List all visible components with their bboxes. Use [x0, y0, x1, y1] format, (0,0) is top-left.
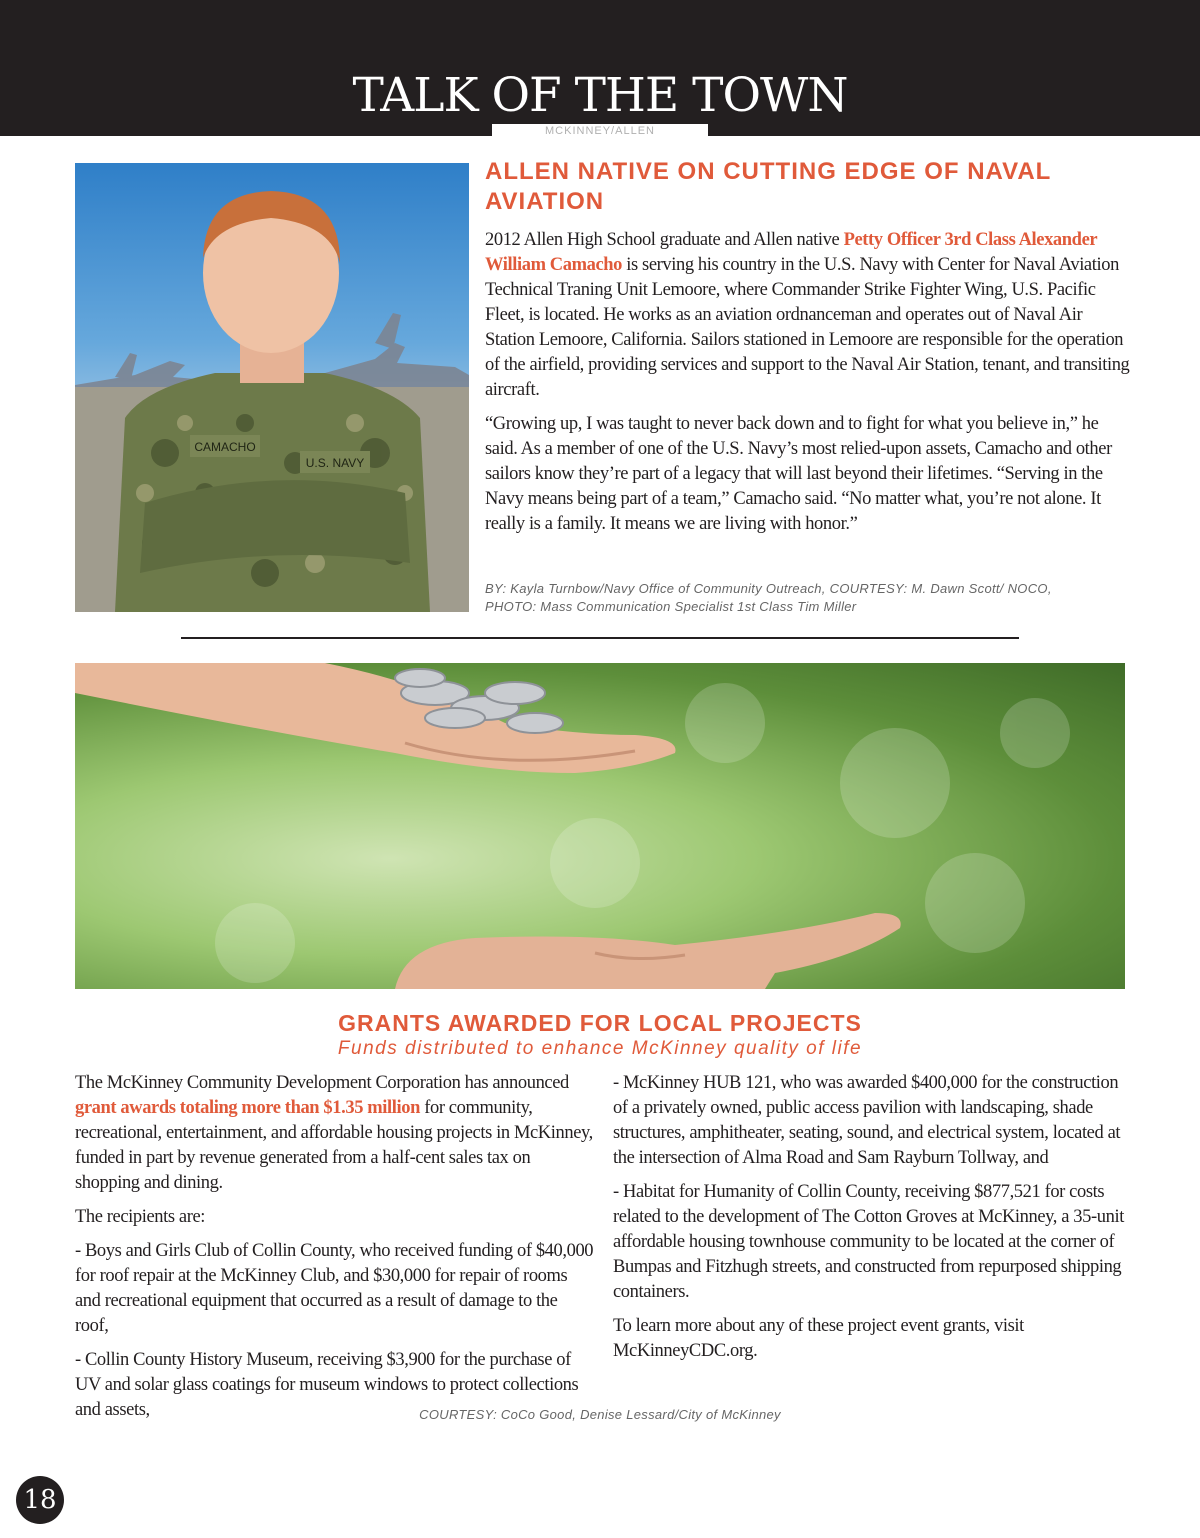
- grants-paragraph: - McKinney HUB 121, who was awarded $400,000 for the construction of a privately owned, public access pavilion with landscaping, shade structures, amphitheater, seating, sound, and electrical system, located at the intersection of Alma Road and Sam Rayburn Tollway, and: [613, 1073, 1121, 1168]
- article-title: ALLEN NATIVE ON CUTTING EDGE OF NAVAL AVIATION: [485, 158, 1051, 215]
- grants-credit: COURTESY: CoCo Good, Denise Lessard/City of McKinney: [419, 1407, 781, 1422]
- grants-paragraph: The McKinney Community Development Corporation has announced grant awards totaling more than $1.35 million for community, recreational, entertainment, and affordable housing projects in McKinney, funded in part by revenue generated from a half-cent sales tax on shopping and dining.: [75, 1073, 593, 1193]
- grants-paragraph: To learn more about any of these project event grants, visit McKinneyCDC.org.: [613, 1316, 1024, 1361]
- grants-title: GRANTS AWARDED FOR LOCAL PROJECTS: [338, 1010, 862, 1036]
- grants-column-left: [75, 1071, 595, 1432]
- coins-photo: [75, 663, 1125, 989]
- highlight-name: Petty Officer 3rd Class Alexander William Camacho: [485, 230, 1097, 275]
- name-tape: CAMACHO: [194, 440, 256, 454]
- article-paragraph: “Growing up, I was taught to never back down and to fight for what you believe in,” he said. As a member of one of the U.S. Navy’s most relied-upon assets, Camacho and other sailors know they’re part of a legacy that will last beyond their lifetimes. “Serving in the Navy means being part of a team,” Camacho said. “No matter what, you’re not alone. It really is a family. It means we are living with honor.”: [485, 414, 1112, 534]
- grants-subtitle: Funds distributed to enhance McKinney quality of life: [337, 1038, 863, 1059]
- grant-total-highlight: grant awards totaling more than $1.35 million: [75, 1098, 420, 1118]
- navy-tape: U.S. NAVY: [305, 456, 365, 470]
- grants-paragraph: The recipients are:: [75, 1207, 206, 1227]
- page-number: 18: [16, 1476, 64, 1524]
- section-title: TALK OF THE TOWN: [352, 68, 848, 123]
- grants-paragraph: - Habitat for Humanity of Collin County, receiving $877,521 for costs related to the development of The Cotton Groves at McKinney, a 35-unit affordable housing townhouse community to be located at the corner of Bumpas and Fitzhugh streets, and constructed from repurposed shipping containers.: [613, 1182, 1124, 1302]
- grants-column-right: [613, 1071, 1133, 1373]
- grants-paragraph: - Collin County History Museum, receiving $3,900 for the purchase of UV and solar glass coatings for museum windows to protect collections and assets,: [75, 1350, 579, 1420]
- article-paragraph: 2012 Allen High School graduate and Allen native Petty Officer 3rd Class Alexander William Camacho is serving his country in the U.S. Navy with Center for Naval Aviation Technical Traning Unit Lemoore, where Commander Strike Fighter Wing, U.S. Pacific Fleet, is located. He works as an aviation ordnanceman and operates out of Naval Air Station Lemoore, California. Sailors stationed in Lemoore are responsible for the operation of the airfield, providing services and support to the Naval Air Station, tenant, and transiting aircraft.: [485, 230, 1130, 400]
- article-body: [485, 228, 1135, 546]
- section-divider: [181, 637, 1019, 639]
- article-credit: BY: Kayla Turnbow/Navy Office of Community Outreach, COURTESY: M. Dawn Scott/ NOCO, PHOTO: Mass Communication Specialist 1st Class Tim Miller: [485, 581, 1052, 614]
- section-subtitle: MCKINNEY/ALLEN: [545, 125, 655, 137]
- grants-paragraph: - Boys and Girls Club of Collin County, who received funding of $40,000 for roof repair at the McKinney Club, and $30,000 for repair of rooms and recreational equipment that occurred as a result of damage to the roof,: [75, 1241, 594, 1336]
- sailor-photo: [75, 163, 469, 612]
